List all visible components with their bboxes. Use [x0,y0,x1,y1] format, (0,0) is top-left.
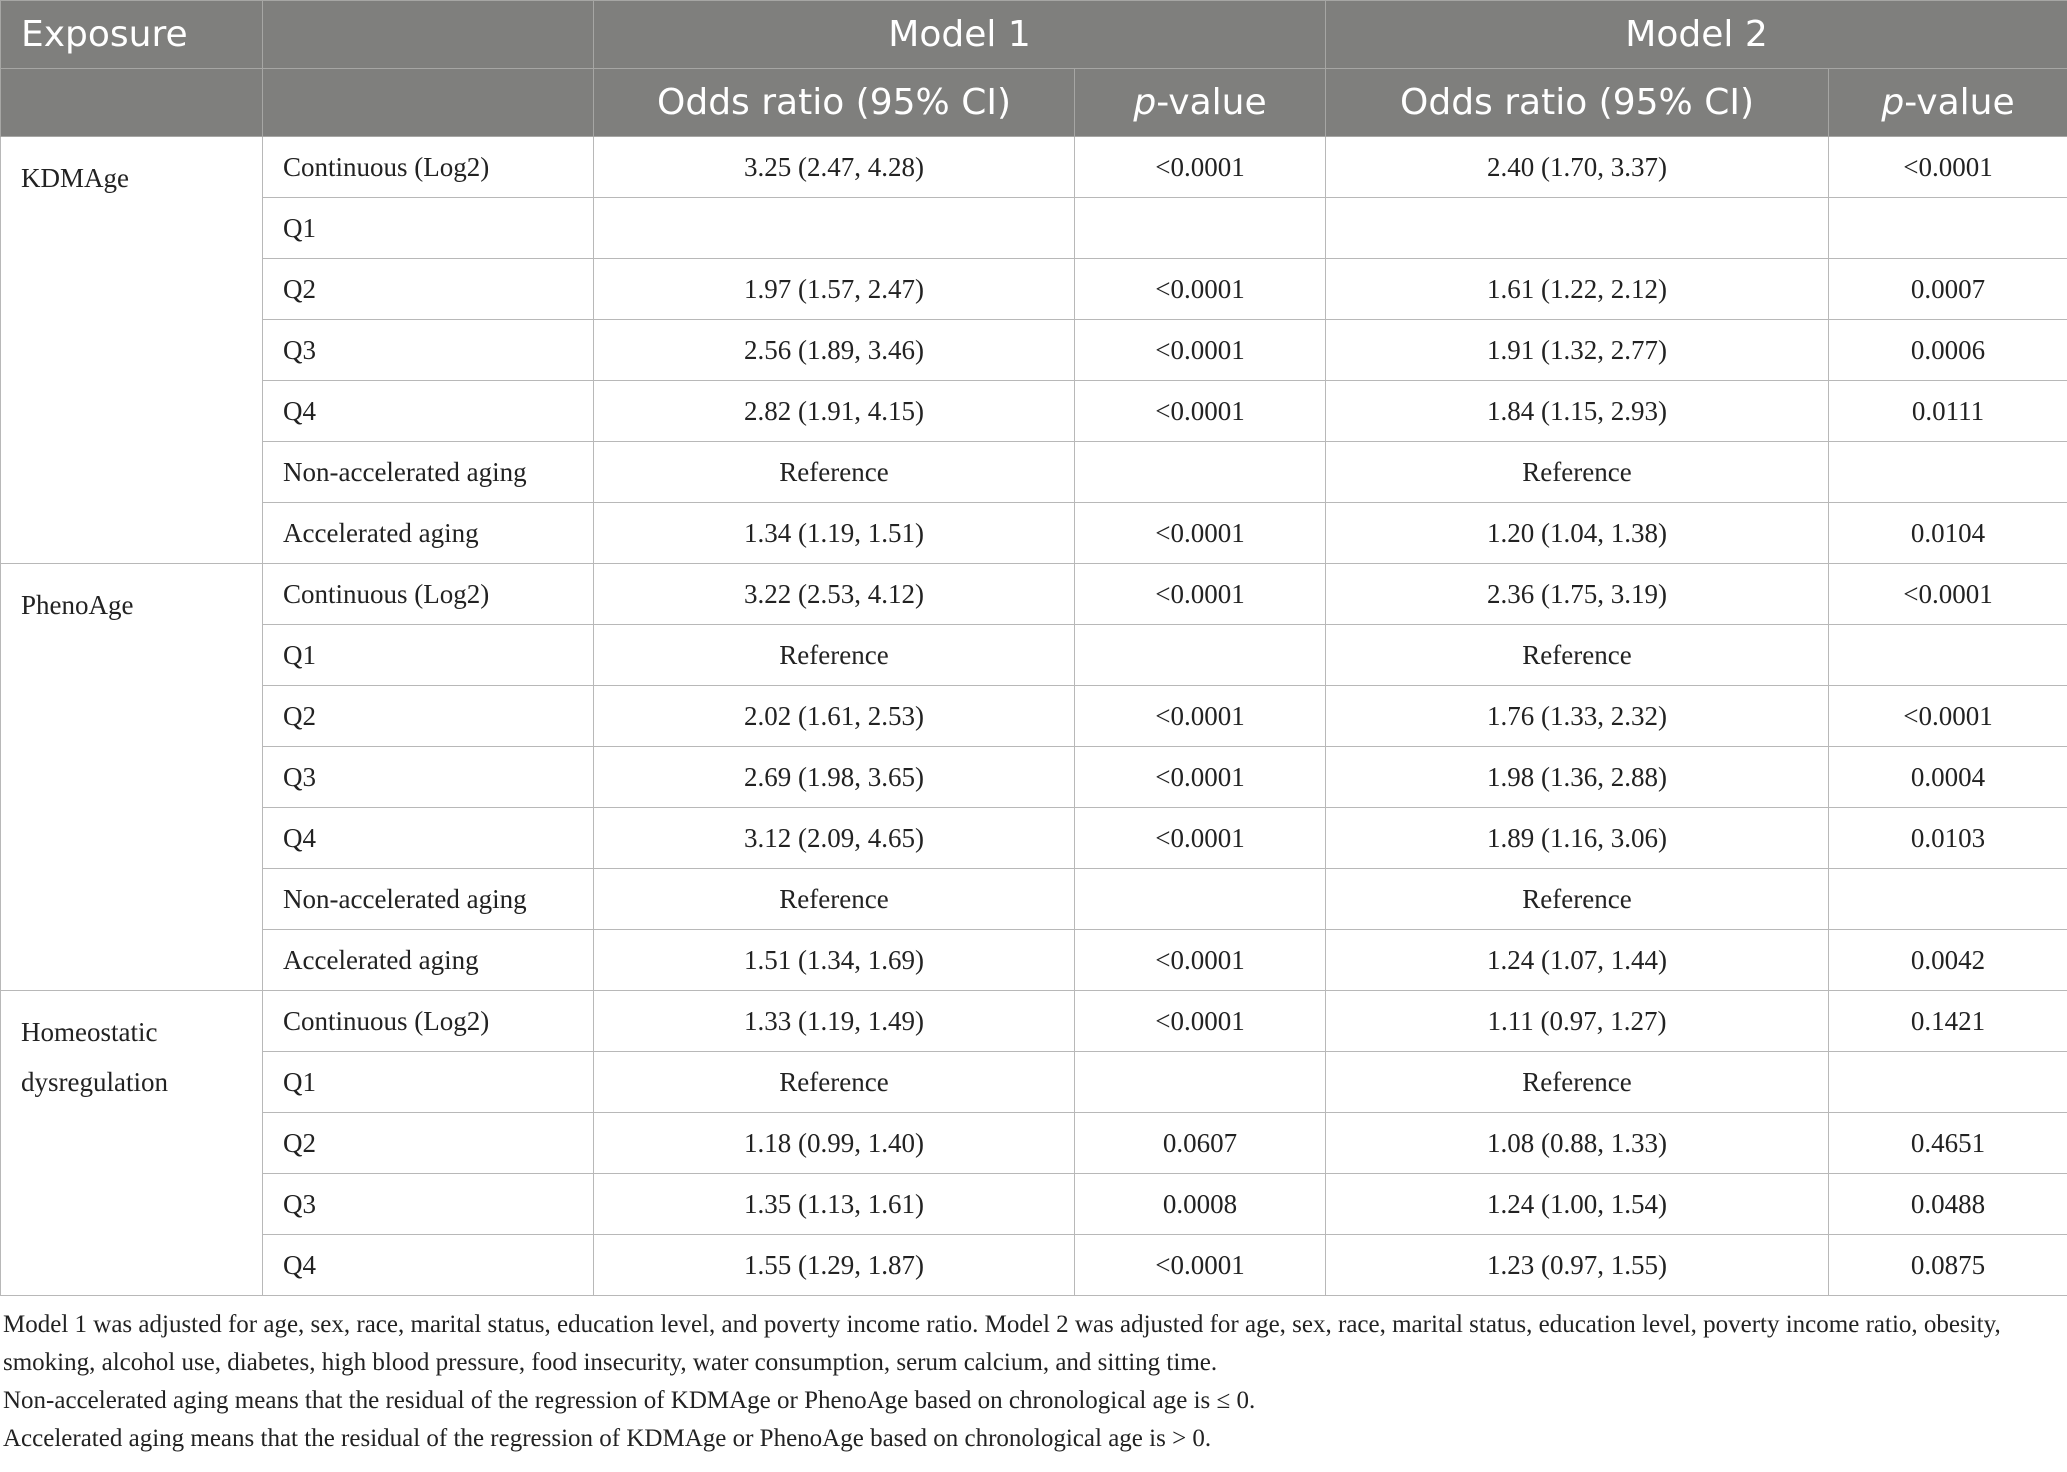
m1-p-value-cell: <0.0001 [1075,991,1326,1052]
m2-p-value-cell: 0.0488 [1829,1174,2067,1235]
m2-p-value-cell [1829,198,2067,259]
table-row [1,625,2067,686]
m1-odds-ratio-cell: 3.12 (2.09, 4.65) [594,808,1075,869]
m2-p-value-cell: 0.0006 [1829,320,2067,381]
table-row [1,869,2067,930]
m2-p-value-cell [1829,869,2067,930]
m1-p-value-cell: <0.0001 [1075,503,1326,564]
m2-p-value-cell [1829,442,2067,503]
m1-odds-ratio-cell [594,198,1075,259]
m2-p-value-cell: <0.0001 [1829,564,2067,625]
m1-p-value-cell [1075,1052,1326,1113]
m2-odds-ratio-cell: 1.91 (1.32, 2.77) [1326,320,1829,381]
m2-p-value-cell [1829,1052,2067,1113]
m2-odds-ratio-cell [1326,198,1829,259]
m2-p-value-cell: 0.0004 [1829,747,2067,808]
table-row [1,503,2067,564]
m1-p-value-cell: <0.0001 [1075,259,1326,320]
m1-odds-ratio-cell: Reference [594,1052,1075,1113]
table-row [1,381,2067,442]
m2-odds-ratio-cell: 1.24 (1.00, 1.54) [1326,1174,1829,1235]
m1-odds-ratio-cell: 3.22 (2.53, 4.12) [594,564,1075,625]
blank-header [263,69,594,137]
m2-odds-ratio-cell: Reference [1326,1052,1829,1113]
m1-odds-ratio-cell: 1.97 (1.57, 2.47) [594,259,1075,320]
m2-odds-ratio-header: Odds ratio (95% CI) [1326,69,1829,137]
m1-p-value-cell: 0.0607 [1075,1113,1326,1174]
variable-cell: Accelerated aging [263,930,594,991]
m1-odds-ratio-cell: 3.25 (2.47, 4.28) [594,137,1075,198]
footnote: Non-accelerated aging means that the residual of the regression of KDMAge or PhenoAge based on chronological age is ≤ 0. [3,1387,1256,1414]
header-row-models [1,1,2067,69]
table-row [1,198,2067,259]
table-row [1,808,2067,869]
model1-header: Model 1 [594,1,1326,69]
m2-p-value-cell: 0.4651 [1829,1113,2067,1174]
m1-odds-ratio-cell: 1.18 (0.99, 1.40) [594,1113,1075,1174]
model2-header: Model 2 [1326,1,2067,69]
m2-p-value-cell: 0.1421 [1829,991,2067,1052]
m1-odds-ratio-cell: 2.56 (1.89, 3.46) [594,320,1075,381]
m2-p-value-cell: 0.0111 [1829,381,2067,442]
m2-odds-ratio-cell: 2.36 (1.75, 3.19) [1326,564,1829,625]
variable-cell: Q1 [263,198,594,259]
table-header [1,1,2067,137]
m2-odds-ratio-cell: Reference [1326,869,1829,930]
m1-p-value-cell: <0.0001 [1075,381,1326,442]
variable-cell: Continuous (Log2) [263,137,594,198]
m1-p-value-cell: <0.0001 [1075,808,1326,869]
header-row-columns [1,69,2067,137]
m2-p-value-cell: <0.0001 [1829,686,2067,747]
m1-p-value-cell: <0.0001 [1075,930,1326,991]
m2-p-value-header [1829,69,2067,137]
m1-p-value-cell [1075,198,1326,259]
footnote: Accelerated aging means that the residual of the regression of KDMAge or PhenoAge based on chronological age is > 0. [3,1425,1212,1452]
m1-odds-ratio-cell: 1.33 (1.19, 1.49) [594,991,1075,1052]
m1-p-value-cell [1075,869,1326,930]
exposure-cell: Homeostatic dysregulation [1,991,263,1296]
m1-odds-ratio-cell: Reference [594,625,1075,686]
variable-cell: Q1 [263,1052,594,1113]
variable-cell: Continuous (Log2) [263,564,594,625]
m2-odds-ratio-cell: 1.61 (1.22, 2.12) [1326,259,1829,320]
m1-p-value-cell: <0.0001 [1075,686,1326,747]
m1-p-value-cell: 0.0008 [1075,1174,1326,1235]
table-row [1,564,2067,625]
table-row [1,747,2067,808]
table-row [1,259,2067,320]
table-row [1,1235,2067,1296]
exposure-cell: PhenoAge [1,564,263,991]
table-row [1,930,2067,991]
blank-header [1,69,263,137]
variable-cell: Q4 [263,381,594,442]
m2-odds-ratio-cell: 1.23 (0.97, 1.55) [1326,1235,1829,1296]
variable-cell: Q1 [263,625,594,686]
m1-odds-ratio-cell: 1.55 (1.29, 1.87) [594,1235,1075,1296]
table-footnotes [3,1306,2055,1458]
m2-p-value-cell: 0.0103 [1829,808,2067,869]
exposure-cell: KDMAge [1,137,263,564]
m2-p-value-cell [1829,625,2067,686]
p-italic: p [1881,82,1905,123]
variable-cell: Q3 [263,747,594,808]
variable-cell: Q2 [263,1113,594,1174]
m2-odds-ratio-cell: 1.89 (1.16, 3.06) [1326,808,1829,869]
variable-cell: Q3 [263,320,594,381]
variable-cell: Continuous (Log2) [263,991,594,1052]
variable-cell: Q3 [263,1174,594,1235]
m1-p-value-cell [1075,442,1326,503]
m2-odds-ratio-cell: 1.20 (1.04, 1.38) [1326,503,1829,564]
m2-p-value-cell: 0.0104 [1829,503,2067,564]
m2-p-value-cell: 0.0875 [1829,1235,2067,1296]
table-row [1,1052,2067,1113]
exposure-header: Exposure [1,1,263,69]
m2-odds-ratio-cell: 1.84 (1.15, 2.93) [1326,381,1829,442]
m1-p-value-cell: <0.0001 [1075,564,1326,625]
variable-cell: Q4 [263,1235,594,1296]
m1-p-value-cell [1075,625,1326,686]
m1-p-value-cell: <0.0001 [1075,747,1326,808]
m2-odds-ratio-cell: Reference [1326,442,1829,503]
p-suffix: -value [1156,82,1267,123]
m1-odds-ratio-cell: Reference [594,442,1075,503]
m2-odds-ratio-cell: 1.08 (0.88, 1.33) [1326,1113,1829,1174]
table-row [1,686,2067,747]
p-italic: p [1133,82,1157,123]
table-row [1,320,2067,381]
p-suffix: -value [1904,82,2015,123]
table-row [1,991,2067,1052]
table-row [1,442,2067,503]
m1-odds-ratio-cell: 2.82 (1.91, 4.15) [594,381,1075,442]
table-row [1,137,2067,198]
m1-odds-ratio-cell: 1.51 (1.34, 1.69) [594,930,1075,991]
m1-odds-ratio-cell: 2.02 (1.61, 2.53) [594,686,1075,747]
m2-odds-ratio-cell: 1.98 (1.36, 2.88) [1326,747,1829,808]
m1-p-value-header [1075,69,1326,137]
m2-odds-ratio-cell: 1.76 (1.33, 2.32) [1326,686,1829,747]
table-row [1,1174,2067,1235]
table-body [1,137,2067,1296]
m2-odds-ratio-cell: 2.40 (1.70, 3.37) [1326,137,1829,198]
footnote: Model 1 was adjusted for age, sex, race, marital status, education level, and poverty income ratio. Model 2 was adjusted for age, sex, race, marital status, education level, poverty income ratio, obesity, smoking, alcohol use, diabetes, high blood pressure, food insecurity, water consumption, serum calcium, and sitting time. [3,1311,2001,1376]
m1-p-value-cell: <0.0001 [1075,137,1326,198]
m1-odds-ratio-header: Odds ratio (95% CI) [594,69,1075,137]
variable-cell: Non-accelerated aging [263,442,594,503]
m2-odds-ratio-cell: Reference [1326,625,1829,686]
variable-cell: Non-accelerated aging [263,869,594,930]
m1-p-value-cell: <0.0001 [1075,320,1326,381]
m1-odds-ratio-cell: 2.69 (1.98, 3.65) [594,747,1075,808]
m1-p-value-cell: <0.0001 [1075,1235,1326,1296]
blank-header [263,1,594,69]
m2-odds-ratio-cell: 1.11 (0.97, 1.27) [1326,991,1829,1052]
variable-cell: Q2 [263,259,594,320]
m2-p-value-cell: <0.0001 [1829,137,2067,198]
table-row [1,1113,2067,1174]
m1-odds-ratio-cell: Reference [594,869,1075,930]
m1-odds-ratio-cell: 1.34 (1.19, 1.51) [594,503,1075,564]
m2-odds-ratio-cell: 1.24 (1.07, 1.44) [1326,930,1829,991]
m2-p-value-cell: 0.0042 [1829,930,2067,991]
variable-cell: Accelerated aging [263,503,594,564]
m2-p-value-cell: 0.0007 [1829,259,2067,320]
variable-cell: Q2 [263,686,594,747]
variable-cell: Q4 [263,808,594,869]
m1-odds-ratio-cell: 1.35 (1.13, 1.61) [594,1174,1075,1235]
